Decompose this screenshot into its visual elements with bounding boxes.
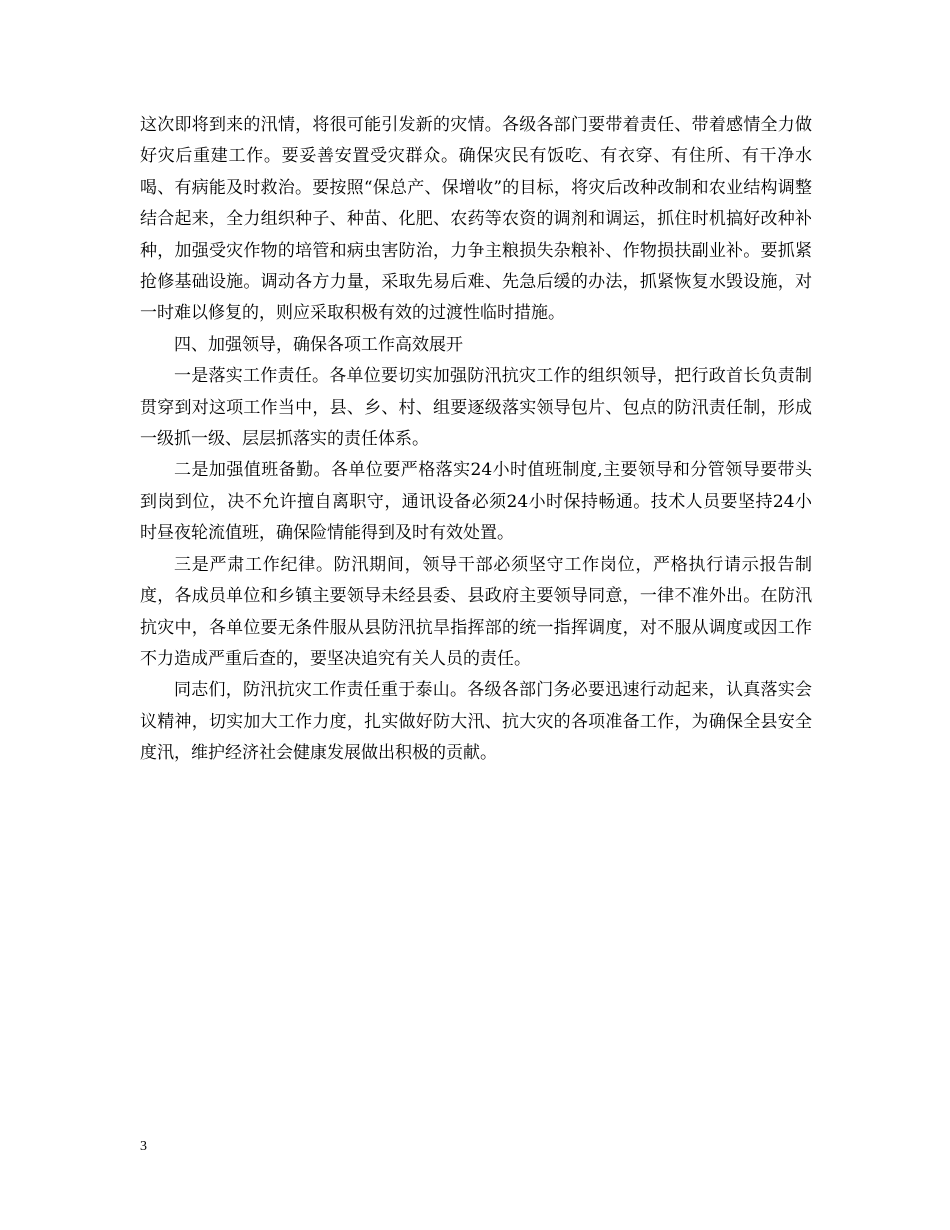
section-heading-leadership: 四、加强领导，确保各项工作高效展开	[174, 334, 463, 355]
document-body	[140, 110, 812, 770]
paragraph-closing: 同志们，防汛抗灾工作责任重于泰山。各级各部门务必要迅速行动起来，认真落实会议精神，切实加大工作力度，扎实做好防大汛、抗大灾的各项准备工作，为确保全县安全度汛，维护经济社会健康发展做出积极的贡献。	[140, 680, 812, 764]
paragraph-disaster-recovery: 这次即将到来的汛情，将很可能引发新的灾情。各级各部门要带着责任、带着感情全力做好灾后重建工作。要妥善安置受灾群众。确保灾民有饭吃、有衣穿、有住所、有干净水喝、有病能及时救治。要按照“保总产、保增收”的目标，将灾后改种改制和农业结构调整结合起来，全力组织种子、种苗、化肥、农药等农资的调剂和调运，抓住时机搞好改种补种，加强受灾作物的培管和病虫害防治，力争主粮损失杂粮补、作物损扶副业补。要抓紧抢修基础设施。调动各方力量，采取先易后难、先急后缓的办法，抓紧恢复水毁设施，对一时难以修复的，则应采取积极有效的过渡性临时措施。	[140, 115, 812, 324]
page-number: 3	[140, 1139, 147, 1154]
paragraph-responsibility: 一是落实工作责任。各单位要切实加强防汛抗灾工作的组织领导，把行政首长负责制贯穿到对这项工作当中，县、乡、村、组要逐级落实领导包片、包点的防汛责任制，形成一级抓一级、层层抓落实的责任体系。	[140, 366, 812, 450]
paragraph-discipline: 三是严肃工作纪律。防汛期间，领导干部必须坚守工作岗位，严格执行请示报告制度，各成员单位和乡镇主要领导未经县委、县政府主要领导同意，一律不准外出。在防汛抗灾中，各单位要无条件服从县防汛抗旱指挥部的统一指挥调度，对不服从调度或因工作不力造成严重后查的，要坚决追究有关人员的责任。	[140, 554, 812, 669]
paragraph-duty-shifts: 二是加强值班备勤。各单位要严格落实24小时值班制度,主要领导和分管领导要带头到岗到位，决不允许擅自离职守，通讯设备必须24小时保持畅通。技术人员要坚持24小时昼夜轮流值班，确保险情能得到及时有效处置。	[140, 460, 812, 544]
